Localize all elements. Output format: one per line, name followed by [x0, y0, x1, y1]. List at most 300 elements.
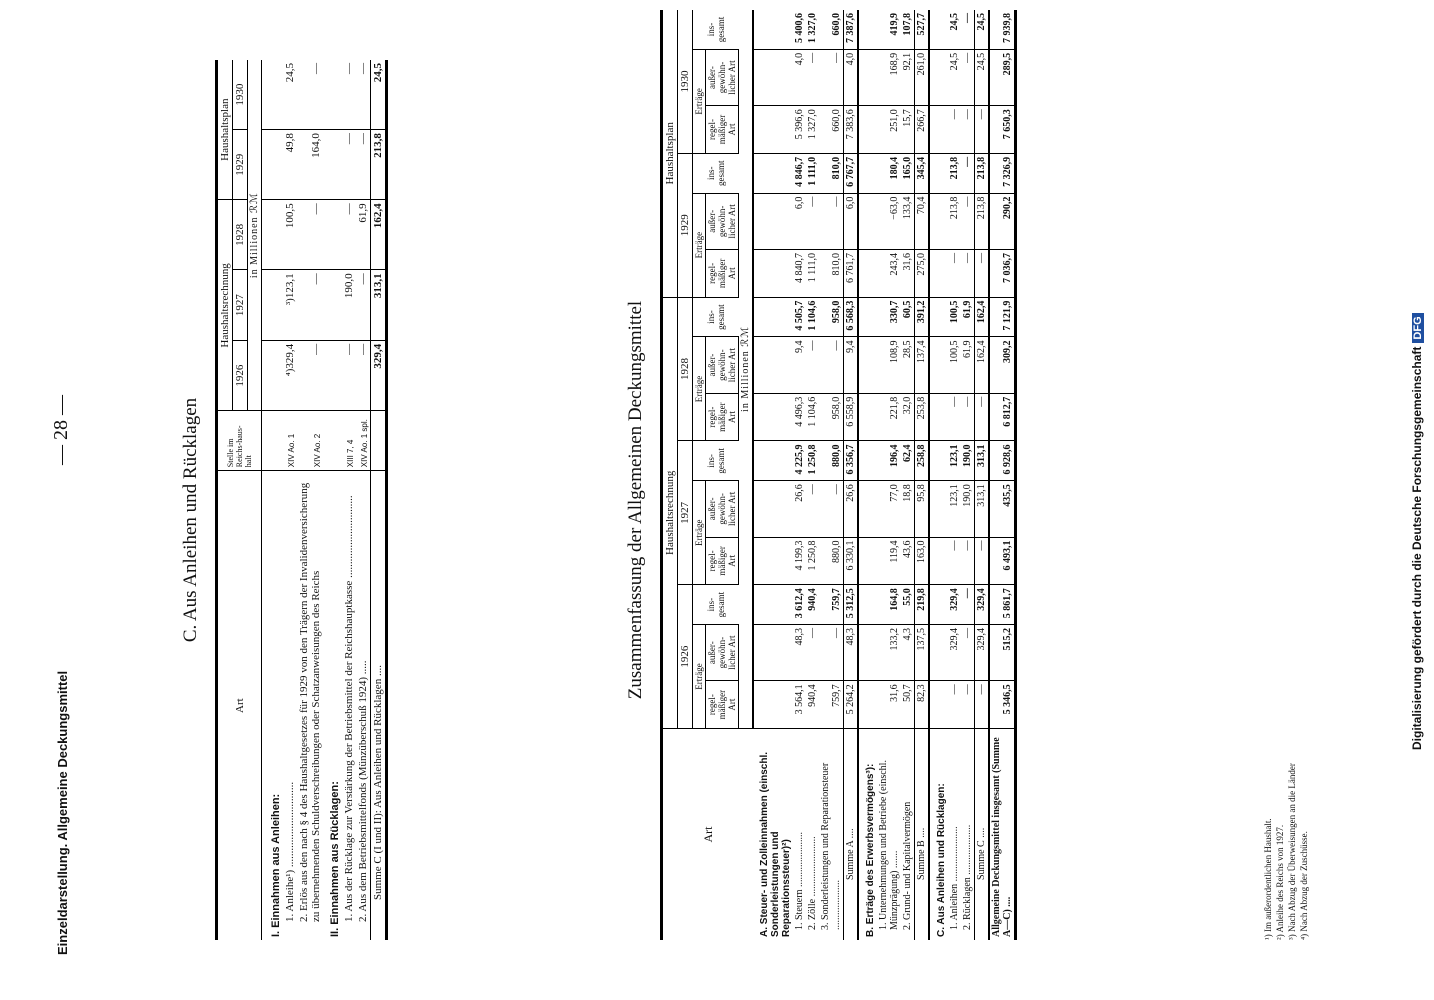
- cell-value: 309,2: [989, 337, 1016, 393]
- cell-value: [929, 153, 948, 193]
- unit-label: in Millionen ℛℳ: [248, 60, 262, 411]
- cell-value: —: [806, 625, 819, 681]
- sub-ertraege: Erträge: [693, 625, 706, 729]
- cell-value: 60,5: [901, 297, 915, 337]
- cell-value: 7 036,7: [989, 249, 1016, 297]
- cell-value: —: [961, 393, 975, 441]
- table-anleihen-ruecklagen: [215, 60, 388, 940]
- running-header: Einzeldarstellung. Allgemeine Deckungsmittel: [55, 670, 70, 955]
- sub-ertraege: Erträge: [693, 193, 706, 297]
- footnote: ³) Nach Abzug der Überweisungen an die Länder: [1287, 763, 1297, 940]
- cell-value: 26,6: [793, 481, 806, 537]
- cell-value: 28,5: [901, 337, 915, 393]
- cell-value: 5 861,7: [989, 585, 1016, 625]
- unit-label: in Millionen ℛℳ: [739, 10, 754, 729]
- cell-value: 213,8: [948, 193, 961, 249]
- group-haushaltsplan: Haushaltsplan: [662, 10, 678, 297]
- sub-regel: regel-mäßiger Art: [706, 681, 739, 729]
- cell-value: 6 568,3: [844, 297, 859, 337]
- cell-value: 7 939,8: [989, 10, 1016, 49]
- cell-value: [858, 337, 877, 393]
- cell-value: 266,7: [915, 106, 930, 154]
- cell-value: [929, 481, 948, 537]
- stelle-value: XIV Ao. 1 spl.: [356, 411, 371, 471]
- year-header: 1926: [233, 340, 248, 411]
- cell-value: —: [819, 481, 844, 537]
- cell-value: 1 327,0: [806, 10, 819, 49]
- cell-value: 4 505,7: [793, 297, 806, 337]
- cell-value: 4,3: [901, 625, 915, 681]
- cell-value: —: [342, 200, 356, 270]
- stelle-value: XIII 7, 4: [342, 411, 356, 471]
- col-art: Art: [217, 471, 262, 940]
- year-header: 1927: [233, 270, 248, 340]
- cell-value: —: [356, 130, 371, 200]
- cell-value: [858, 441, 877, 481]
- table-row: [858, 10, 877, 940]
- cell-value: 24,5: [975, 49, 990, 105]
- row-label: 2. Rücklagen ....................: [962, 824, 973, 930]
- cell-value: 6 493,1: [989, 537, 1016, 585]
- cell-value: 1 111,0: [806, 153, 819, 193]
- cell-value: 213,8: [371, 130, 387, 200]
- year-header: 1930: [678, 10, 693, 153]
- cell-value: 180,4: [877, 153, 901, 193]
- cell-value: 759,7: [819, 681, 844, 729]
- cell-value: 43,6: [901, 537, 915, 585]
- cell-value: 5 264,2: [844, 681, 859, 729]
- cell-value: —: [948, 249, 961, 297]
- cell-value: 6 761,7: [844, 249, 859, 297]
- footnote: ⁴) Nach Abzug der Zuschüsse.: [1299, 831, 1309, 940]
- cell-value: 251,0: [877, 106, 901, 154]
- table-row: [989, 10, 1016, 940]
- cell-value: —: [948, 537, 961, 585]
- cell-value: [929, 537, 948, 585]
- group-haushaltsrechnung: Haushaltsrechnung: [662, 297, 678, 728]
- cell-value: 100,5: [948, 297, 961, 337]
- row-label: 3. Sonderleistungen und Reparationsteuer ....................: [820, 762, 842, 930]
- cell-value: [753, 10, 793, 49]
- cell-value: 660,0: [819, 106, 844, 154]
- row-label: B. Erträge des Erwerbsvermögens³):: [858, 729, 877, 941]
- year-header: 1927: [678, 441, 693, 585]
- row-label: Allgemeine Deckungsmittel insgesamt (Summe A—C) ....: [989, 729, 1016, 941]
- cell-value: 31,6: [877, 681, 901, 729]
- cell-value: [753, 537, 793, 585]
- cell-value: —: [961, 106, 975, 154]
- row-label: 1. Anleihen ......................: [949, 826, 960, 930]
- cell-value: 163,0: [915, 537, 930, 585]
- cell-value: —: [961, 193, 975, 249]
- cell-value: 24,5: [975, 10, 990, 49]
- row-label: 2. Erlös aus den nach § 4 des Haushaltgesetzes für 1929 von den Trägern der Invalidenversicherung zu übernehmenden Schuldverschreibungen oder Schatzanweisungen des Reichs: [298, 482, 322, 922]
- cell-value: [858, 481, 877, 537]
- cell-value: —: [961, 249, 975, 297]
- year-header: 1926: [678, 585, 693, 729]
- cell-value: 329,4: [948, 625, 961, 681]
- col-stelle: Stelle im Reichs-haus-halt: [217, 411, 262, 471]
- cell-value: [753, 585, 793, 625]
- cell-value: —: [961, 585, 975, 625]
- table-row: [901, 10, 915, 940]
- cell-value: —: [806, 337, 819, 393]
- cell-value: 77,0: [877, 481, 901, 537]
- cell-value: 6 928,6: [989, 441, 1016, 481]
- cell-value: [858, 249, 877, 297]
- cell-value: 61,9: [961, 337, 975, 393]
- cell-value: —: [356, 340, 371, 411]
- cell-value: —: [948, 681, 961, 729]
- year-header: 1929: [678, 153, 693, 297]
- row-label: 1. Steuern ......................: [794, 831, 805, 930]
- cell-value: 50,7: [901, 681, 915, 729]
- cell-value: [929, 106, 948, 154]
- cell-value: 330,7: [877, 297, 901, 337]
- cell-value: 7 326,9: [989, 153, 1016, 193]
- sub-ertraege: Erträge: [693, 49, 706, 153]
- cell-value: [929, 49, 948, 105]
- sub-regel: regel-mäßiger Art: [706, 249, 739, 297]
- cell-value: —: [342, 130, 356, 200]
- cell-value: —: [975, 537, 990, 585]
- cell-value: 62,4: [901, 441, 915, 481]
- cell-value: 515,2: [989, 625, 1016, 681]
- cell-value: —: [806, 481, 819, 537]
- cell-value: 419,9: [877, 10, 901, 49]
- cell-value: 61,9: [961, 297, 975, 337]
- cell-value: —: [819, 625, 844, 681]
- cell-value: 329,4: [948, 585, 961, 625]
- cell-value: 5 312,5: [844, 585, 859, 625]
- cell-value: [929, 681, 948, 729]
- cell-value: ³)123,1: [283, 270, 297, 340]
- sub-insgesamt: ins-gesamt: [693, 153, 739, 193]
- summary-title: Zusammenfassung der Allgemeinen Deckungsmittel: [625, 300, 646, 700]
- year-header: 1930: [233, 60, 248, 130]
- cell-value: 290,2: [989, 193, 1016, 249]
- cell-value: —: [975, 106, 990, 154]
- cell-value: [929, 337, 948, 393]
- cell-value: 3 564,1: [793, 681, 806, 729]
- cell-value: 1 104,6: [806, 297, 819, 337]
- summary-body: [753, 10, 1016, 940]
- table-row: [793, 10, 806, 940]
- cell-value: 6 356,7: [844, 441, 859, 481]
- cell-value: 24,5: [948, 49, 961, 105]
- cell-value: 107,8: [901, 10, 915, 49]
- table-row: [844, 10, 859, 940]
- cell-value: [753, 337, 793, 393]
- cell-value: 289,5: [989, 49, 1016, 105]
- row-label-sum: Summe C (I und II): Aus Anleihen und Rücklagen ....: [371, 471, 387, 940]
- cell-value: [753, 49, 793, 105]
- dfg-watermark: [1410, 313, 1424, 750]
- cell-value: 32,0: [901, 393, 915, 441]
- cell-value: 5 400,6: [793, 10, 806, 49]
- cell-value: 190,0: [961, 481, 975, 537]
- cell-value: 7 387,6: [844, 10, 859, 49]
- cell-value: 221,8: [877, 393, 901, 441]
- cell-value: [858, 106, 877, 154]
- cell-value: [753, 249, 793, 297]
- cell-value: 31,6: [901, 249, 915, 297]
- row-label: 2. Grund- und Kapitalvermögen: [902, 801, 913, 930]
- cell-value: 108,9: [877, 337, 901, 393]
- cell-value: —: [961, 10, 975, 49]
- cell-value: 5 396,6: [793, 106, 806, 154]
- cell-value: 190,0: [342, 270, 356, 340]
- cell-value: 213,8: [948, 153, 961, 193]
- cell-value: 261,0: [915, 49, 930, 105]
- row-label: C. Aus Anleihen und Rücklagen:: [929, 729, 948, 941]
- stelle-value: XIV Ao. 2: [297, 411, 323, 471]
- sub-ausser: außer-gewöhn-licher Art: [706, 193, 739, 249]
- table-row: [929, 10, 948, 940]
- cell-value: 48,3: [844, 625, 859, 681]
- sub-ausser: außer-gewöhn-licher Art: [706, 337, 739, 393]
- cell-value: —: [356, 270, 371, 340]
- cell-value: 258,8: [915, 441, 930, 481]
- cell-value: 880,0: [819, 537, 844, 585]
- cell-value: 9,4: [793, 337, 806, 393]
- sub-insgesamt: ins-gesamt: [693, 10, 739, 49]
- dfg-logo: DFG: [1412, 313, 1424, 342]
- cell-value: 48,3: [793, 625, 806, 681]
- sub-insgesamt: ins-gesamt: [693, 441, 739, 481]
- cell-value: —: [961, 681, 975, 729]
- cell-value: [858, 153, 877, 193]
- cell-value: 137,5: [915, 625, 930, 681]
- cell-value: 1 250,8: [806, 441, 819, 481]
- cell-value: 940,4: [806, 681, 819, 729]
- footnotes: [1262, 763, 1310, 940]
- cell-value: 119,4: [877, 537, 901, 585]
- cell-value: 1 104,6: [806, 393, 819, 441]
- cell-value: 527,7: [915, 10, 930, 49]
- cell-value: —: [819, 337, 844, 393]
- cell-value: 5 346,5: [989, 681, 1016, 729]
- cell-value: 164,0: [297, 130, 323, 200]
- cell-value: 345,4: [915, 153, 930, 193]
- cell-value: —: [961, 625, 975, 681]
- cell-value: 213,8: [975, 153, 990, 193]
- cell-value: 6,0: [793, 193, 806, 249]
- year-header: 1928: [233, 200, 248, 270]
- cell-value: [753, 441, 793, 481]
- row-label: A. Steuer- und Zolleinnahmen (einschl. Sonderleistungen und Reparationssteuer)²): [759, 751, 792, 937]
- cell-value: 24,5: [283, 60, 297, 130]
- cell-value: 4 840,7: [793, 249, 806, 297]
- year-header: 1929: [233, 130, 248, 200]
- sub-ausser: außer-gewöhn-licher Art: [706, 49, 739, 105]
- cell-value: [929, 297, 948, 337]
- footnote: ²) Anleihe des Reichs von 1927.: [1275, 824, 1285, 940]
- table-row: [915, 10, 930, 940]
- stelle-value: XIV Ao. 1: [283, 411, 297, 471]
- cell-value: 880,0: [819, 441, 844, 481]
- sub-ertraege: Erträge: [693, 481, 706, 585]
- cell-value: [753, 625, 793, 681]
- cell-value: [858, 537, 877, 585]
- cell-value: 162,4: [371, 200, 387, 270]
- cell-value: [858, 625, 877, 681]
- row-label: 1. Aus der Rücklage zur Verstärkung der Betriebsmittel der Reichshauptkasse ..............................: [343, 495, 355, 922]
- cell-value: —: [297, 340, 323, 411]
- sub-regel: regel-mäßiger Art: [706, 106, 739, 154]
- footnote: ¹) Im außerordentlichen Haushalt.: [1263, 818, 1273, 940]
- cell-value: 313,1: [975, 441, 990, 481]
- group-haushaltsrechnung: Haushaltsrechnung: [217, 200, 233, 411]
- cell-value: —: [819, 49, 844, 105]
- cell-value: 3 612,4: [793, 585, 806, 625]
- table-row: [975, 10, 990, 940]
- cell-value: 4,0: [793, 49, 806, 105]
- cell-value: 24,5: [948, 10, 961, 49]
- row-label: Summe C ....: [975, 729, 990, 941]
- cell-value: 137,4: [915, 337, 930, 393]
- cell-value: 24,5: [371, 60, 387, 130]
- cell-value: [858, 193, 877, 249]
- cell-value: 329,4: [371, 340, 387, 411]
- cell-value: —: [297, 60, 323, 130]
- cell-value: [929, 625, 948, 681]
- cell-value: 6,0: [844, 193, 859, 249]
- cell-value: [858, 297, 877, 337]
- cell-value: [929, 393, 948, 441]
- cell-value: 329,4: [975, 625, 990, 681]
- cell-value: 6 330,1: [844, 537, 859, 585]
- cell-value: 162,4: [975, 297, 990, 337]
- cell-value: 7 121,9: [989, 297, 1016, 337]
- watermark-text: Digitalisierung gefördert durch die Deutsche Forschungsgemeinschaft: [1410, 346, 1424, 750]
- cell-value: 92,1: [901, 49, 915, 105]
- cell-value: —: [975, 249, 990, 297]
- page-number: — 28 —: [50, 395, 72, 465]
- cell-value: 70,4: [915, 193, 930, 249]
- table-row: [877, 10, 901, 940]
- cell-value: 133,4: [901, 193, 915, 249]
- cell-value: —: [975, 681, 990, 729]
- row-label: 1. Unternehmungen und Betriebe (einschl. Münzprägung) .......: [878, 760, 900, 930]
- cell-value: 213,8: [975, 193, 990, 249]
- table-row: [753, 10, 793, 940]
- cell-value: 275,0: [915, 249, 930, 297]
- row-label: Summe A ....: [844, 729, 859, 941]
- cell-value: —: [948, 106, 961, 154]
- cell-value: 958,0: [819, 393, 844, 441]
- cell-value: 95,8: [915, 481, 930, 537]
- cell-value: —: [297, 200, 323, 270]
- sub-ertraege: Erträge: [693, 337, 706, 441]
- sub-insgesamt: ins-gesamt: [693, 585, 739, 625]
- table-row: [819, 10, 844, 940]
- cell-value: —: [806, 193, 819, 249]
- sub-insgesamt: ins-gesamt: [693, 297, 739, 337]
- row-label: 2. Aus dem Betriebsmittelfonds (Münzüberschuß 1924) .....: [357, 660, 369, 922]
- cell-value: 7 383,6: [844, 106, 859, 154]
- cell-value: 958,0: [819, 297, 844, 337]
- row-label: II. Einnahmen aus Rücklagen:: [329, 781, 341, 937]
- cell-value: 219,8: [915, 585, 930, 625]
- cell-value: 1 327,0: [806, 106, 819, 154]
- cell-value: 313,1: [371, 270, 387, 340]
- cell-value: —: [297, 270, 323, 340]
- cell-value: 61,9: [356, 200, 371, 270]
- cell-value: 810,0: [819, 153, 844, 193]
- row-label: I. Einnahmen aus Anleihen:: [270, 793, 282, 937]
- cell-value: 18,8: [901, 481, 915, 537]
- cell-value: 26,6: [844, 481, 859, 537]
- cell-value: —: [342, 340, 356, 411]
- cell-value: —: [356, 60, 371, 130]
- cell-value: 940,4: [806, 585, 819, 625]
- row-label: 1. Anleihe¹) ...............................: [284, 781, 296, 922]
- cell-value: 759,7: [819, 585, 844, 625]
- cell-value: 123,1: [948, 441, 961, 481]
- cell-value: 329,4: [975, 585, 990, 625]
- cell-value: [753, 681, 793, 729]
- table-row: [961, 10, 975, 940]
- cell-value: [929, 193, 948, 249]
- cell-value: [858, 10, 877, 49]
- cell-value: 6 767,7: [844, 153, 859, 193]
- col-art: Art: [662, 729, 754, 941]
- cell-value: 196,4: [877, 441, 901, 481]
- cell-value: 100,5: [948, 337, 961, 393]
- cell-value: 164,8: [877, 585, 901, 625]
- cell-value: 1 111,0: [806, 249, 819, 297]
- cell-value: 253,8: [915, 393, 930, 441]
- cell-value: [753, 153, 793, 193]
- cell-value: ⁴)329,4: [283, 340, 297, 411]
- cell-value: 660,0: [819, 10, 844, 49]
- sub-regel: regel-mäßiger Art: [706, 537, 739, 585]
- cell-value: 82,3: [915, 681, 930, 729]
- cell-value: 162,4: [975, 337, 990, 393]
- sub-regel: regel-mäßiger Art: [706, 393, 739, 441]
- cell-value: 190,0: [961, 441, 975, 481]
- cell-value: 243,4: [877, 249, 901, 297]
- cell-value: —: [975, 393, 990, 441]
- cell-value: —: [342, 60, 356, 130]
- cell-value: [929, 10, 948, 49]
- cell-value: 391,2: [915, 297, 930, 337]
- cell-value: −63,0: [877, 193, 901, 249]
- section-c-title: C. Aus Anleihen und Rücklagen: [180, 397, 201, 643]
- cell-value: 168,9: [877, 49, 901, 105]
- cell-value: [858, 393, 877, 441]
- row-label: Summe B ....: [915, 729, 930, 941]
- cell-value: 6 558,9: [844, 393, 859, 441]
- cell-value: 49,8: [283, 130, 297, 200]
- cell-value: 435,5: [989, 481, 1016, 537]
- cell-value: 15,7: [901, 106, 915, 154]
- table-zusammenfassung: [660, 10, 1017, 940]
- year-header: 1928: [678, 297, 693, 441]
- cell-value: 9,4: [844, 337, 859, 393]
- cell-value: 1 250,8: [806, 537, 819, 585]
- cell-value: [753, 481, 793, 537]
- cell-value: [858, 681, 877, 729]
- cell-value: —: [948, 393, 961, 441]
- cell-value: 4 225,9: [793, 441, 806, 481]
- cell-value: 4 496,3: [793, 393, 806, 441]
- cell-value: —: [961, 153, 975, 193]
- group-haushaltsplan: Haushaltsplan: [217, 60, 233, 200]
- cell-value: 6 812,7: [989, 393, 1016, 441]
- cell-value: [753, 393, 793, 441]
